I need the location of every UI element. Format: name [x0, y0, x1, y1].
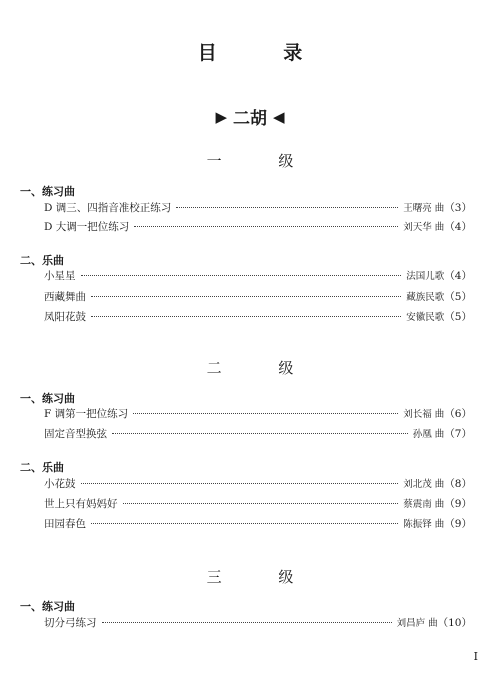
entry-author: 陈振铎 曲: [403, 519, 445, 530]
dot-leader: [81, 483, 399, 484]
toc-entry[interactable]: [44, 426, 472, 442]
entry-title: 小花鼓: [44, 478, 76, 490]
category-heading: 一、练习曲: [20, 185, 75, 198]
entry-page: （10）: [437, 617, 472, 629]
dot-leader: [134, 226, 398, 227]
level-heading: 一 级: [206, 152, 320, 170]
dot-leader: [81, 275, 402, 276]
entry-page: （5）: [444, 311, 472, 323]
entry-title: 固定音型换弦: [44, 428, 107, 440]
entry-title: D 大调一把位练习: [44, 221, 130, 233]
entry-author: 刘北茂 曲: [403, 479, 445, 490]
toc-entry[interactable]: [44, 200, 472, 216]
instrument-heading: [0, 104, 500, 129]
entry-author: 刘昌庐 曲: [396, 618, 438, 629]
toc-entry[interactable]: [44, 309, 472, 325]
dot-leader: [102, 622, 392, 623]
dot-leader: [91, 523, 398, 524]
instrument-name: 二胡: [233, 109, 267, 129]
toc-entry[interactable]: [44, 219, 472, 235]
dot-leader: [112, 433, 408, 434]
entry-title: 田园春色: [44, 518, 86, 530]
entry-page: （8）: [444, 478, 472, 490]
entry-page: （4）: [444, 270, 472, 282]
category-heading: 一、练习曲: [20, 392, 75, 405]
entry-title: 世上只有妈妈好: [44, 498, 118, 510]
entry-author: 刘长福 曲: [403, 409, 445, 420]
dot-leader: [91, 296, 401, 297]
category-heading: 一、练习曲: [20, 600, 75, 613]
entry-page: （9）: [444, 498, 472, 510]
entry-author: 法国儿歌: [406, 271, 445, 282]
entry-author: 孙凰 曲: [412, 429, 445, 440]
entry-page: （4）: [444, 221, 472, 233]
entry-author: 安徽民歌: [406, 312, 445, 323]
entry-page: （7）: [444, 428, 472, 440]
toc-entry[interactable]: [44, 496, 472, 512]
category-heading: 二、乐曲: [20, 254, 64, 267]
entry-title: F 调第一把位练习: [44, 408, 129, 420]
dot-leader: [176, 207, 398, 208]
toc-entry[interactable]: [44, 615, 472, 631]
left-triangle-icon: ◀: [273, 107, 285, 126]
entry-page: （9）: [444, 518, 472, 530]
dot-leader: [123, 503, 399, 504]
toc-entry[interactable]: [44, 476, 472, 492]
level-heading: 二 级: [206, 359, 320, 377]
page-title: 目 录: [197, 42, 333, 64]
entry-author: 藏族民歌: [406, 292, 445, 303]
entry-page: （5）: [444, 291, 472, 303]
toc-entry[interactable]: [44, 406, 472, 422]
right-triangle-icon: ▶: [215, 107, 227, 126]
entry-author: 王曙亮 曲: [403, 203, 445, 214]
level-heading: 三 级: [206, 568, 320, 586]
toc-entry[interactable]: [44, 289, 472, 305]
dot-leader: [133, 413, 398, 414]
entry-title: 切分弓练习: [44, 617, 97, 629]
entry-title: D 调三、四指音准校正练习: [44, 202, 172, 214]
dot-leader: [91, 316, 401, 317]
entry-title: 西藏舞曲: [44, 291, 86, 303]
page-number: I: [473, 650, 478, 663]
entry-author: 蔡震南 曲: [403, 499, 445, 510]
entry-author: 刘天华 曲: [403, 222, 445, 233]
entry-title: 小星星: [44, 270, 76, 282]
category-heading: 二、乐曲: [20, 461, 64, 474]
entry-page: （6）: [444, 408, 472, 420]
toc-entry[interactable]: [44, 268, 472, 284]
toc-entry[interactable]: [44, 516, 472, 532]
entry-page: （3）: [444, 202, 472, 214]
entry-title: 凤阳花鼓: [44, 311, 86, 323]
